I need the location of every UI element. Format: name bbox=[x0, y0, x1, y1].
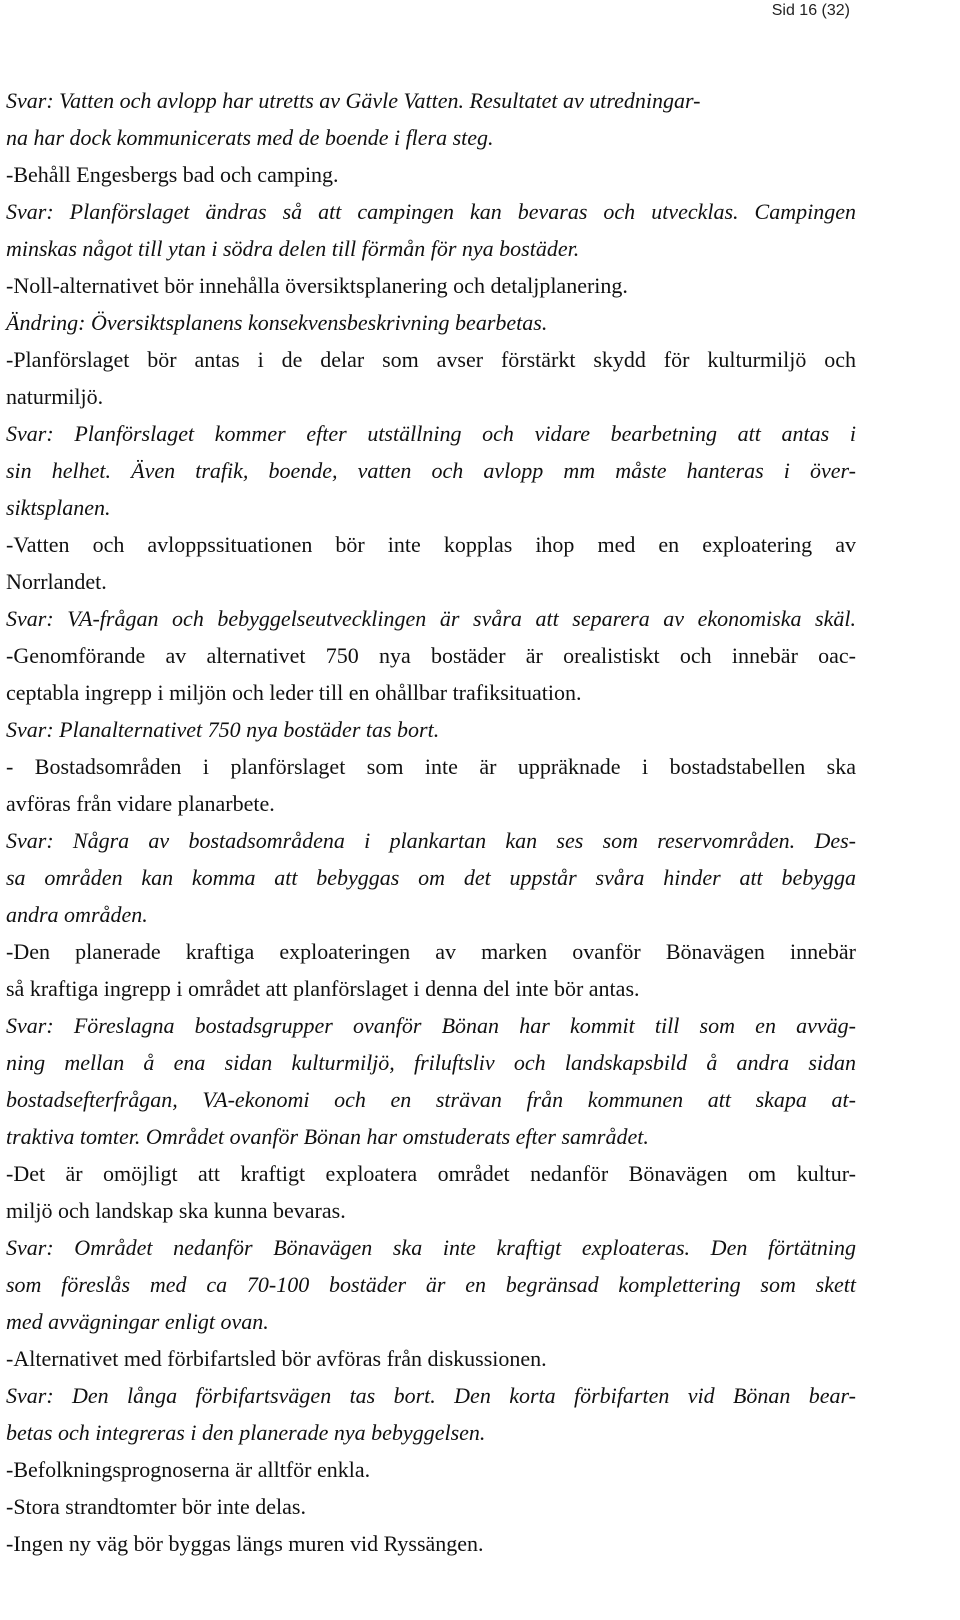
comment-line: avföras från vidare planarbete. bbox=[6, 791, 275, 816]
answer-line: siktsplanen. bbox=[6, 495, 111, 520]
answer-line: sa områden kan komma att bebyggas om det uppstår svåra hinder att bebygga bbox=[6, 865, 856, 890]
comment-line: -Ingen ny väg bör byggas längs muren vid Ryssängen. bbox=[6, 1531, 484, 1556]
answer-line: som föreslås med ca 70-100 bostäder är en begränsad komplettering som skett bbox=[6, 1272, 856, 1297]
answer-line: Svar: VA-frågan och bebyggelseutvecklingen är svåra att separera av ekonomiska skäl. bbox=[6, 606, 856, 631]
answer-line: Svar: Några av bostadsområdena i plankartan kan ses som reservområden. Des- bbox=[6, 828, 856, 853]
answer-line: Ändring: Översiktsplanens konsekvensbeskrivning bearbetas. bbox=[6, 310, 548, 335]
comment-line: -Planförslaget bör antas i de delar som avser förstärkt skydd för kulturmiljö och bbox=[6, 347, 856, 372]
answer-line: minskas något till ytan i södra delen till förmån för nya bostäder. bbox=[6, 236, 580, 261]
comment-line: ceptabla ingrepp i miljön och leder till en ohållbar trafiksituation. bbox=[6, 680, 582, 705]
comment-line: så kraftiga ingrepp i området att planförslaget i denna del inte bör antas. bbox=[6, 976, 640, 1001]
comment-line: Norrlandet. bbox=[6, 569, 107, 594]
answer-line: Svar: Planförslaget kommer efter utställning och vidare bearbetning att antas i bbox=[6, 421, 856, 446]
comment-line: -Alternativet med förbifartsled bör avföras från diskussionen. bbox=[6, 1346, 547, 1371]
comment-line: -Vatten och avloppssituationen bör inte kopplas ihop med en exploatering av bbox=[6, 532, 856, 557]
comment-line: -Noll-alternativet bör innehålla översiktsplanering och detaljplanering. bbox=[6, 273, 628, 298]
answer-line: ning mellan å ena sidan kulturmiljö, friluftsliv och landskapsbild å andra sidan bbox=[6, 1050, 856, 1075]
page-number: Sid 16 (32) bbox=[771, 2, 850, 19]
answer-line: Svar: Området nedanför Bönavägen ska inte kraftigt exploateras. Den förtätning bbox=[6, 1235, 856, 1260]
comment-line: -Genomförande av alternativet 750 nya bostäder är orealistiskt och innebär oac- bbox=[6, 643, 856, 668]
answer-line: Svar: Vatten och avlopp har utretts av Gävle Vatten. Resultatet av utredningar- bbox=[6, 88, 701, 113]
answer-line: traktiva tomter. Området ovanför Bönan har omstuderats efter samrådet. bbox=[6, 1124, 649, 1149]
comment-line: -Befolkningsprognoserna är alltför enkla. bbox=[6, 1457, 371, 1482]
answer-line: Svar: Planalternativet 750 nya bostäder tas bort. bbox=[6, 717, 440, 742]
answer-line: Svar: Föreslagna bostadsgrupper ovanför Bönan har kommit till som en avväg- bbox=[6, 1013, 856, 1038]
answer-line: na har dock kommunicerats med de boende i flera steg. bbox=[6, 125, 494, 150]
document-body bbox=[6, 82, 856, 1562]
comment-line: -Behåll Engesbergs bad och camping. bbox=[6, 162, 339, 187]
answer-line: med avvägningar enligt ovan. bbox=[6, 1309, 269, 1334]
answer-line: sin helhet. Även trafik, boende, vatten och avlopp mm måste hanteras i över- bbox=[6, 458, 856, 483]
comment-line: -Den planerade kraftiga exploateringen av marken ovanför Bönavägen innebär bbox=[6, 939, 856, 964]
comment-line: -Det är omöjligt att kraftigt exploatera området nedanför Bönavägen om kultur- bbox=[6, 1161, 856, 1186]
answer-line: Svar: Den långa förbifartsvägen tas bort. Den korta förbifarten vid Bönan bear- bbox=[6, 1383, 856, 1408]
comment-line: -Stora strandtomter bör inte delas. bbox=[6, 1494, 306, 1519]
answer-line: betas och integreras i den planerade nya bebyggelsen. bbox=[6, 1420, 486, 1445]
answer-line: andra områden. bbox=[6, 902, 148, 927]
answer-line: Svar: Planförslaget ändras så att campingen kan bevaras och utvecklas. Campingen bbox=[6, 199, 856, 224]
answer-line: bostadsefterfrågan, VA-ekonomi och en strävan från kommunen att skapa at- bbox=[6, 1087, 856, 1112]
comment-line: - Bostadsområden i planförslaget som inte är uppräknade i bostadstabellen ska bbox=[6, 754, 856, 779]
comment-line: miljö och landskap ska kunna bevaras. bbox=[6, 1198, 346, 1223]
comment-line: naturmiljö. bbox=[6, 384, 104, 409]
